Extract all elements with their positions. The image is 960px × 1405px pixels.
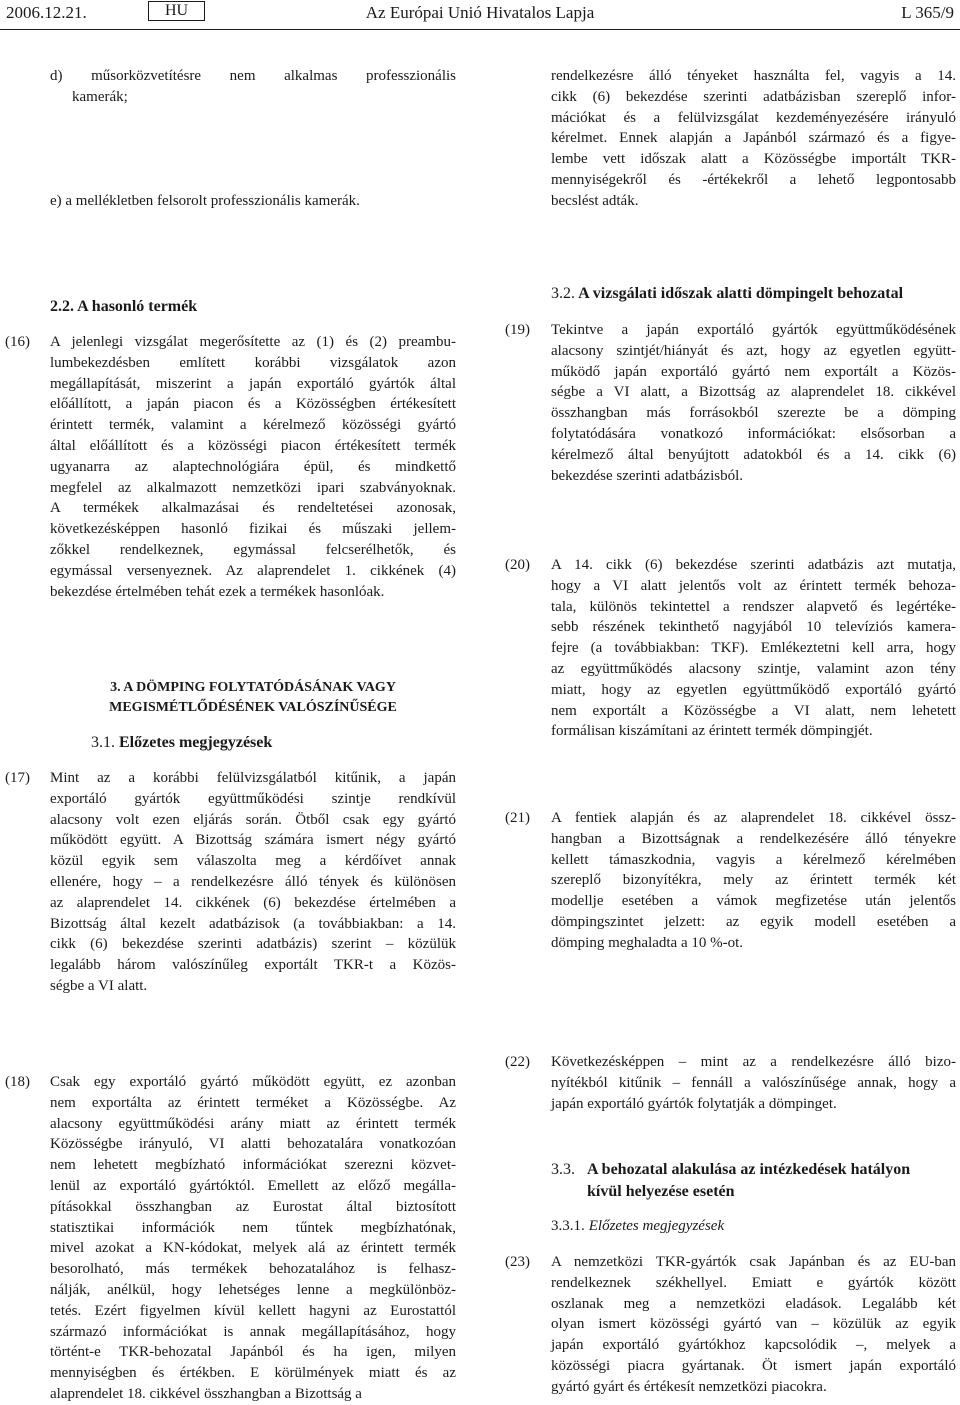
section-heading-3-1 bbox=[91, 732, 272, 754]
page-number: L 365/9 bbox=[901, 3, 954, 22]
text-line: működő japán exportáló gyártó nem exportált a Közös- bbox=[551, 363, 956, 380]
list-item-e: e) a mellékletben felsorolt professzionális kamerák. bbox=[50, 193, 360, 209]
text-line: rendelkeznek székhellyel. Emiatt e gyártók között bbox=[551, 1274, 956, 1291]
text-line: következésképpen hasonló fizikai és műszaki jellem- bbox=[50, 521, 456, 538]
header-rule bbox=[0, 29, 960, 30]
text-line: japán exportáló gyártók folytatják a dömpinget. bbox=[551, 1095, 837, 1112]
text-line: az együttműködés alacsony szintje, valamint azon tény bbox=[551, 660, 956, 677]
section-title: A behozatal alakulása az intézkedések hatályon bbox=[587, 1161, 911, 1178]
text-line: nem exportált a Közösségbe a VI alatt, nem lehetett bbox=[551, 702, 956, 719]
text-line: hogy a VI alatt jelentős volt az érintett termék behoza- bbox=[551, 577, 956, 594]
text-line: szereplő bizonyítékra, mely az érintett termék két bbox=[551, 872, 956, 889]
text-line: történt-e TKR-behozatal Japánból és ha igen, milyen bbox=[50, 1344, 456, 1361]
text-line: nem exportálta az érintett terméket a Közösségbe. Az bbox=[50, 1094, 456, 1111]
paragraph-number-20: (20) bbox=[505, 557, 530, 573]
section-heading-3-3-1 bbox=[551, 1215, 724, 1237]
text-line: közösségi piacra gyártanak. Öt ismert japán exportáló bbox=[551, 1357, 956, 1374]
text-line: cikk (6) bekezdése szerinti adatbázisban szereplő infor- bbox=[551, 88, 956, 105]
text-line: zőkkel rendelkeznek, egymással felcserélhetők, és bbox=[50, 541, 456, 558]
text-line: A jelenlegi vizsgálat megerősítette az (1) és (2) preambu- bbox=[50, 334, 456, 350]
text-line: A 14. cikk (6) bekezdése szerinti adatbázis azt mutatja, bbox=[551, 557, 956, 573]
text-line: érintett termék, valamint a kérelmező közösségi gyártó bbox=[50, 417, 456, 434]
paragraph-number-23: (23) bbox=[505, 1254, 530, 1270]
section-number: 3.2. bbox=[551, 285, 575, 302]
text-line: egymással versenyeznek. Az alaprendelet 1. cikkének (4) bbox=[50, 562, 456, 579]
text-line: közül egyik sem válaszolta meg a kérdőívet annak bbox=[50, 853, 456, 870]
paragraph-number-16: (16) bbox=[5, 334, 30, 350]
section-title: A vizsgálati időszak alatti dömpingelt behozatal bbox=[578, 285, 904, 302]
text-line: dömpingszintet jelzett: az egyik modell esetében a bbox=[551, 913, 956, 930]
text-line: lumbekezdésben említett korábbi vizsgálatok azon bbox=[50, 354, 456, 371]
text-line: Mint az a korábbi felülvizsgálatból kitűnik, a japán bbox=[50, 770, 456, 786]
text-line: bekezdése értelmében tehát ezek a termékek hasonlóak. bbox=[50, 583, 385, 600]
paragraph-21 bbox=[551, 808, 956, 954]
paragraph-19 bbox=[551, 320, 956, 486]
paragraph-18-continued bbox=[551, 66, 956, 212]
text-line: nem lehetett megbízható információkat szerezni közvet- bbox=[50, 1157, 456, 1174]
section-heading-2-2 bbox=[50, 296, 197, 318]
text-line: összhangban más forrásokból szerezte be a dömping bbox=[551, 405, 956, 422]
chapter-heading-3 bbox=[50, 678, 456, 718]
text-line: folytatódására vonatkozó információkat: elsősorban a bbox=[551, 425, 956, 442]
text-line: tetés. Ezért figyelmen kívül kellett hagyni az Eurostattól bbox=[50, 1302, 456, 1319]
text-line: által előállított és a közösségi piacon értékesített termék bbox=[50, 437, 456, 454]
paragraph-17 bbox=[50, 768, 456, 997]
section-number: 2.2. bbox=[50, 298, 74, 315]
text-line: alacsony együttműködési arány miatt az érintett termék bbox=[50, 1115, 456, 1132]
text-line: az alaprendelet 14. cikkének (6) bekezdése értelmében a bbox=[50, 894, 456, 911]
text-line: fejre (a továbbiakban: TKF). Emlékeztetni kell arra, hogy bbox=[551, 640, 956, 657]
text-line: legalább három valószínűleg exportált TKR-t a Közös- bbox=[50, 957, 456, 974]
text-line: nyítékból kitűnik – fennáll a valószínűsége annak, hogy a bbox=[551, 1074, 956, 1091]
text-line: megállapítását, miszerint a japán exportáló gyártók által bbox=[50, 375, 456, 392]
text-line: kérelmező által benyújtott adatokból és a 14. cikk (6) bbox=[551, 446, 956, 463]
text-line: cikk (6) bekezdése szerinti adatbázis) szerint – közülük bbox=[50, 936, 456, 953]
section-number: 3.1. bbox=[91, 734, 115, 751]
text-line: modellje esetében a vámok megfizetése után jelentős bbox=[551, 893, 956, 910]
chapter-heading-line: MEGISMÉTLŐDÉSÉNEK VALÓSZÍNŰSÉGE bbox=[109, 700, 397, 715]
text-line: besorolható, más termékek behozatalához is felhasz- bbox=[50, 1261, 456, 1278]
section-title: Előzetes megjegyzések bbox=[588, 1218, 725, 1234]
paragraph-number-19: (19) bbox=[505, 322, 530, 338]
text-line: származó információkat is annak megállapításához, hogy bbox=[50, 1323, 456, 1340]
text-line: gyártó gyárt és értékesít nemzetközi piacokra. bbox=[551, 1378, 827, 1395]
text-line: megfelel az alkalmazott nemzetközi ipari szabványoknak. bbox=[50, 479, 456, 496]
section-title: A hasonló termék bbox=[77, 298, 198, 315]
paragraph-18 bbox=[50, 1072, 456, 1405]
section-heading-3-3 bbox=[551, 1159, 910, 1181]
paragraph-22 bbox=[551, 1052, 956, 1114]
text-line: statisztikai információk nem tűntek megbízhatónak, bbox=[50, 1219, 456, 1236]
page-header bbox=[0, 0, 960, 32]
journal-title: Az Európai Unió Hivatalos Lapja bbox=[365, 3, 595, 22]
paragraph-16 bbox=[50, 332, 456, 602]
text-line: alaprendelet 18. cikkével összhangban a Bizottság a bbox=[50, 1385, 362, 1402]
text-line: alacsony szintjét/hiányát és azt, hogy az egyetlen együtt- bbox=[551, 342, 956, 359]
section-number: 3.3.1. bbox=[551, 1218, 585, 1234]
section-number: 3.3. bbox=[551, 1161, 575, 1178]
text-line: Tekintve a japán exportáló gyártók együttműködésének bbox=[551, 322, 956, 338]
section-heading-3-2 bbox=[551, 283, 903, 305]
text-line: működött együtt. A Bizottság számára ismert négy gyártó bbox=[50, 832, 456, 849]
text-line: oszlanak meg a nemzetközi eladások. Legalább két bbox=[551, 1295, 956, 1312]
text-line: nálják, anélkül, hogy lehetséges lenne a megkülönböz- bbox=[50, 1281, 456, 1298]
text-line: Közösségbe irányuló, VI alatti behozatalára vonatkozóan bbox=[50, 1136, 456, 1153]
text-line: Következésképpen – mint az a rendelkezésre álló bizo- bbox=[551, 1054, 956, 1070]
text-line: alacsony volt ezen eljárás során. Ötből csak egy gyártó bbox=[50, 811, 456, 828]
text-line: mennyiségekről és -értékekről a lehető legpontosabb bbox=[551, 171, 956, 188]
text-line: tala, különös tekintettel a rendszer alapvető és legértéke- bbox=[551, 598, 956, 615]
text-line: olyan ismert közösségi gyártó van – közülük az egyik bbox=[551, 1316, 956, 1333]
text-line: dömping meghaladta a 10 %-ot. bbox=[551, 934, 744, 951]
text-line: ellenére, hogy – a rendelkezésre álló tények és különösen bbox=[50, 873, 456, 890]
text-line: mációkat és a felülvizsgálat kezdeményezésére irányuló bbox=[551, 109, 956, 126]
paragraph-20 bbox=[551, 555, 956, 742]
list-item-d: d) műsorközvetítésre nem alkalmas professzionális bbox=[50, 68, 456, 84]
section-heading-3-3-cont: kívül helyezése esetén bbox=[587, 1183, 735, 1200]
text-line: japán exportáló gyártókhoz kapcsolódik –, melyek a bbox=[551, 1337, 956, 1354]
text-line: pításokkal összhangban az Eurostat által biztosított bbox=[50, 1198, 456, 1215]
text-line: miatt, hogy az egyetlen együttműködő exportáló gyártó bbox=[551, 681, 956, 698]
text-line: A nemzetközi TKR-gyártók csak Japánban és az EU-ban bbox=[551, 1254, 956, 1270]
text-line: Bizottság által kezelt adatbázisok (a továbbiakban: a 14. bbox=[50, 915, 456, 932]
text-line: becslést adták. bbox=[551, 192, 639, 209]
text-line: bekezdése szerinti adatbázisból. bbox=[551, 467, 743, 484]
section-title: Előzetes megjegyzések bbox=[119, 734, 273, 751]
paragraph-23 bbox=[551, 1252, 956, 1398]
text-line: exportáló gyártók együttműködési szintje rendkívül bbox=[50, 790, 456, 807]
text-line: A fentiek alapján és az alaprendelet 18. cikkével össz- bbox=[551, 810, 956, 826]
text-line: lenül az exportáló gyártóktól. Emellett az előző megálla- bbox=[50, 1177, 456, 1194]
text-line: formálisan kiszámítani az érintett termék dömpingjét. bbox=[551, 723, 873, 740]
paragraph-number-21: (21) bbox=[505, 810, 530, 826]
list-item-d-cont: kamerák; bbox=[72, 89, 128, 105]
text-line: előállított, a japán piacon és a Közösségben értékesített bbox=[50, 396, 456, 413]
text-line: mivel azokat a KN-kódokat, melyek alá az érintett termék bbox=[50, 1240, 456, 1257]
text-line: A termékek alkalmazásai és rendeltetései azonosak, bbox=[50, 500, 456, 517]
paragraph-number-17: (17) bbox=[5, 770, 30, 786]
text-line: hangban a Bizottságnak a rendelkezésére álló tényekre bbox=[551, 830, 956, 847]
journal-date: 2006.12.21. bbox=[6, 3, 87, 22]
text-line: ugyanarra az alaptechnológiára épül, és mindkettő bbox=[50, 458, 456, 475]
text-line: kérelmet. Ennek alapján a Japánból származó és a figye- bbox=[551, 130, 956, 147]
text-line: lembe vett időszak alatt a Közösségbe importált TKR- bbox=[551, 151, 956, 168]
chapter-heading-line: 3. A DÖMPING FOLYTATÓDÁSÁNAK VAGY bbox=[110, 680, 396, 695]
paragraph-number-22: (22) bbox=[505, 1054, 530, 1070]
text-line: mennyiségben és értékben. E körülmények miatt és az bbox=[50, 1365, 456, 1382]
text-line: sebb részének tekinthető nagyjából 10 televíziós kamera- bbox=[551, 619, 956, 636]
text-line: Csak egy exportáló gyártó működött együtt, ez azonban bbox=[50, 1074, 456, 1090]
text-line: rendelkezésre álló tényeket használta fel, vagyis a 14. bbox=[551, 68, 956, 84]
text-line: kellett támaszkodnia, vagyis a kérelmező kérelmében bbox=[551, 851, 956, 868]
paragraph-number-18: (18) bbox=[5, 1074, 30, 1090]
text-line: ségbe a VI alatt. bbox=[50, 977, 148, 994]
text-line: ségbe a VI alatt, a Bizottság az alaprendelet 18. cikkével bbox=[551, 384, 956, 401]
language-badge: HU bbox=[148, 1, 205, 21]
